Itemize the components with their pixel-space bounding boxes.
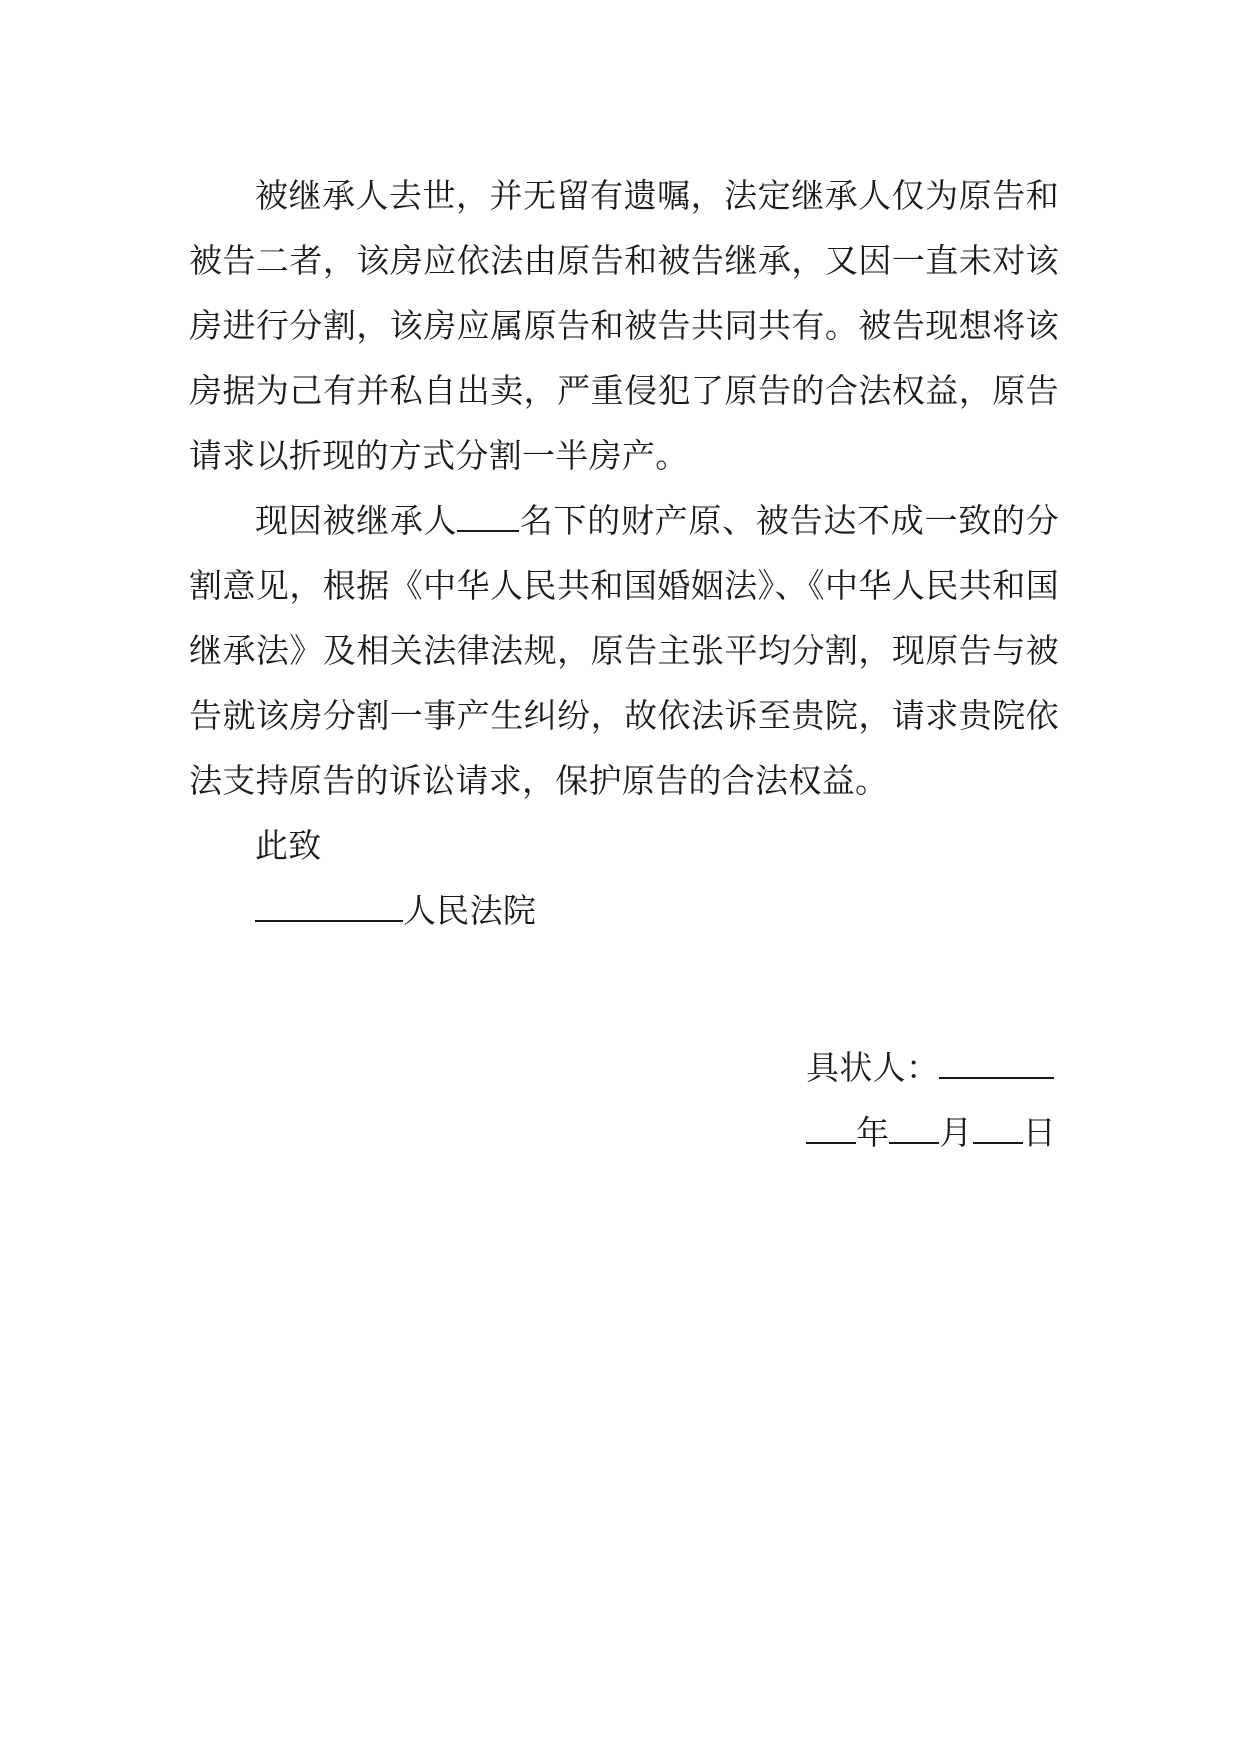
decedent-name-blank xyxy=(457,500,519,532)
date-year-label: 年 xyxy=(856,1113,890,1152)
signer-label: 具状人： xyxy=(806,1048,940,1087)
signature-block xyxy=(806,1035,1056,1165)
paragraph-2-text-start: 现因被继承人 xyxy=(255,501,458,540)
court-name-blank xyxy=(255,890,403,922)
paragraph-1-text: 被继承人去世，并无留有遗嘱，法定继承人仅为原告和被告二者，该房应依法由原告和被告继承，又因一直未对该房进行分割，该房应属原告和被告共同共有。被告现想将该房据为己有并私自出卖，严重侵犯了原告的合法权益，原告请求以折现的方式分割一半房产。 xyxy=(189,176,1059,475)
month-blank xyxy=(889,1112,939,1144)
closing-salutation xyxy=(189,813,1059,878)
court-suffix-text: 人民法院 xyxy=(403,891,537,930)
paragraph-claim xyxy=(189,488,1059,813)
document-body xyxy=(189,163,1059,943)
paragraph-2-text-end: 名下的财产原、被告达不成一致的分割意见，根据《中华人民共和国婚姻法》、《中华人民共和国继承法》及相关法律法规，原告主张平均分割，现原告与被告就该房分割一事产生纠纷，故依法诉至贵院，请求贵院依法支持原告的诉讼请求，保护原告的合法权益。 xyxy=(189,501,1059,800)
day-blank xyxy=(973,1112,1023,1144)
year-blank xyxy=(806,1112,856,1144)
date-day-label: 日 xyxy=(1022,1113,1056,1152)
date-month-label: 月 xyxy=(939,1113,973,1152)
signer-line xyxy=(806,1035,1056,1100)
closing-salutation-text: 此致 xyxy=(255,826,322,865)
court-addressee xyxy=(189,878,1059,943)
signer-name-blank xyxy=(939,1047,1054,1079)
paragraph-inheritance-facts xyxy=(189,163,1059,488)
date-line xyxy=(806,1100,1056,1165)
